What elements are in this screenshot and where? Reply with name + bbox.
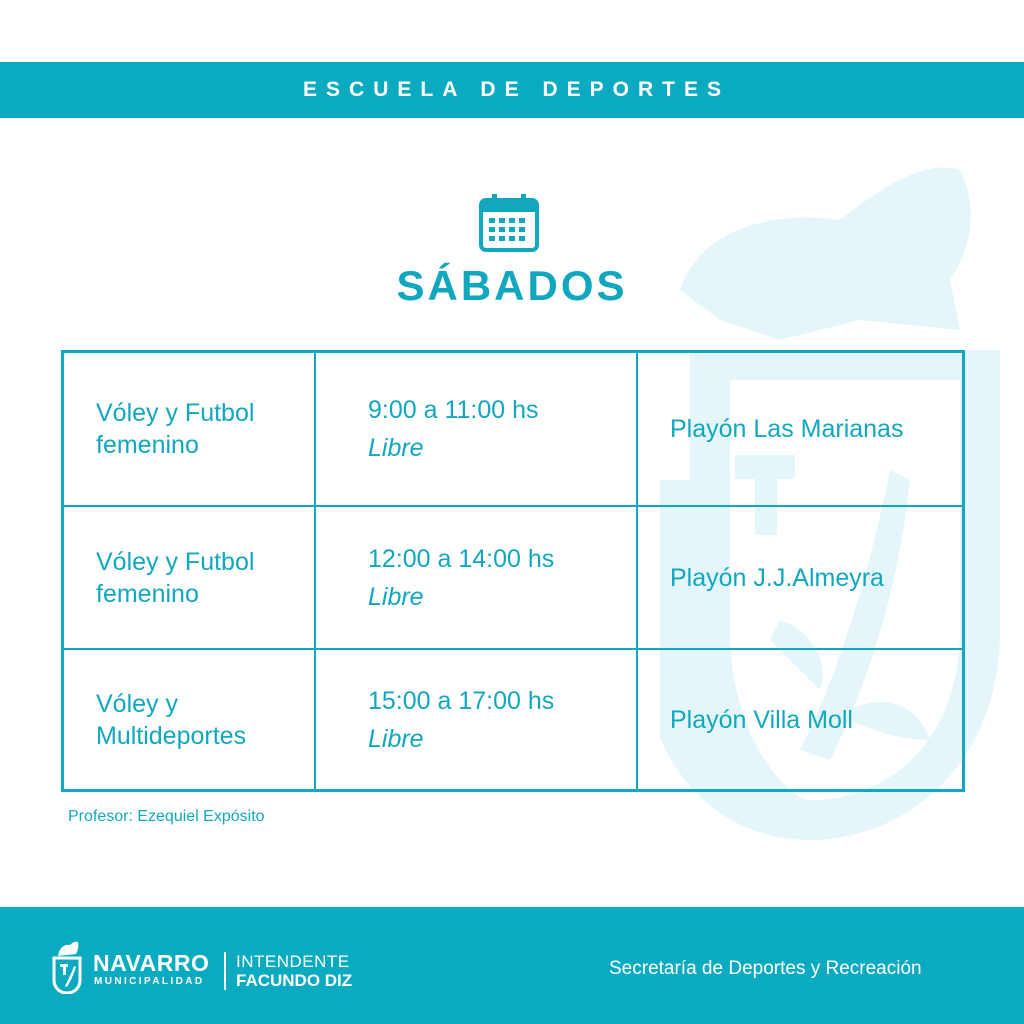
logo-divider: [224, 952, 226, 990]
secretaria-label: Secretaría de Deportes y Recreación: [609, 958, 922, 979]
activity-line: Multideportes: [96, 721, 247, 750]
activity-line: Vóley y: [96, 689, 178, 718]
time-range: 12:00 a 14:00 hs: [368, 544, 555, 573]
professor-label: Profesor: Ezequiel Expósito: [68, 808, 265, 825]
mode-label: Libre: [368, 582, 424, 611]
logo-subtitle: MUNICIPALIDAD: [94, 976, 205, 987]
place-cell: [638, 353, 962, 507]
activity-line: femenino: [96, 431, 199, 459]
activity-cell: [64, 650, 316, 789]
place-label: Playón Las Marianas: [670, 415, 904, 443]
activity-line: Vóley y Futbol: [96, 547, 255, 576]
activity-cell: [64, 353, 316, 507]
time-cell: [316, 650, 638, 789]
place-label: Playón Villa Moll: [670, 705, 853, 734]
calendar-icon: [478, 192, 540, 254]
time-cell: [316, 353, 638, 507]
place-cell: [638, 650, 962, 789]
mode-label: Libre: [368, 434, 424, 462]
intendente-name: FACUNDO DIZ: [236, 971, 353, 990]
place-cell: [638, 507, 962, 650]
day-title: SÁBADOS: [396, 262, 628, 309]
activity-line: Vóley y Futbol: [96, 399, 255, 427]
place-label: Playón J.J.Almeyra: [670, 563, 884, 592]
mode-label: Libre: [368, 724, 424, 753]
activity-line: femenino: [96, 579, 199, 608]
activity-cell: [64, 507, 316, 650]
intendente-label: INTENDENTE: [236, 952, 350, 971]
logo-name: NAVARRO: [93, 950, 210, 976]
time-range: 15:00 a 17:00 hs: [368, 686, 555, 715]
schedule-table: [61, 350, 965, 792]
header-title: ESCUELA DE DEPORTES: [303, 78, 730, 101]
navarro-emblem-icon: [52, 940, 82, 994]
time-cell: [316, 507, 638, 650]
header-band: [0, 62, 1024, 118]
time-range: 9:00 a 11:00 hs: [368, 396, 539, 424]
